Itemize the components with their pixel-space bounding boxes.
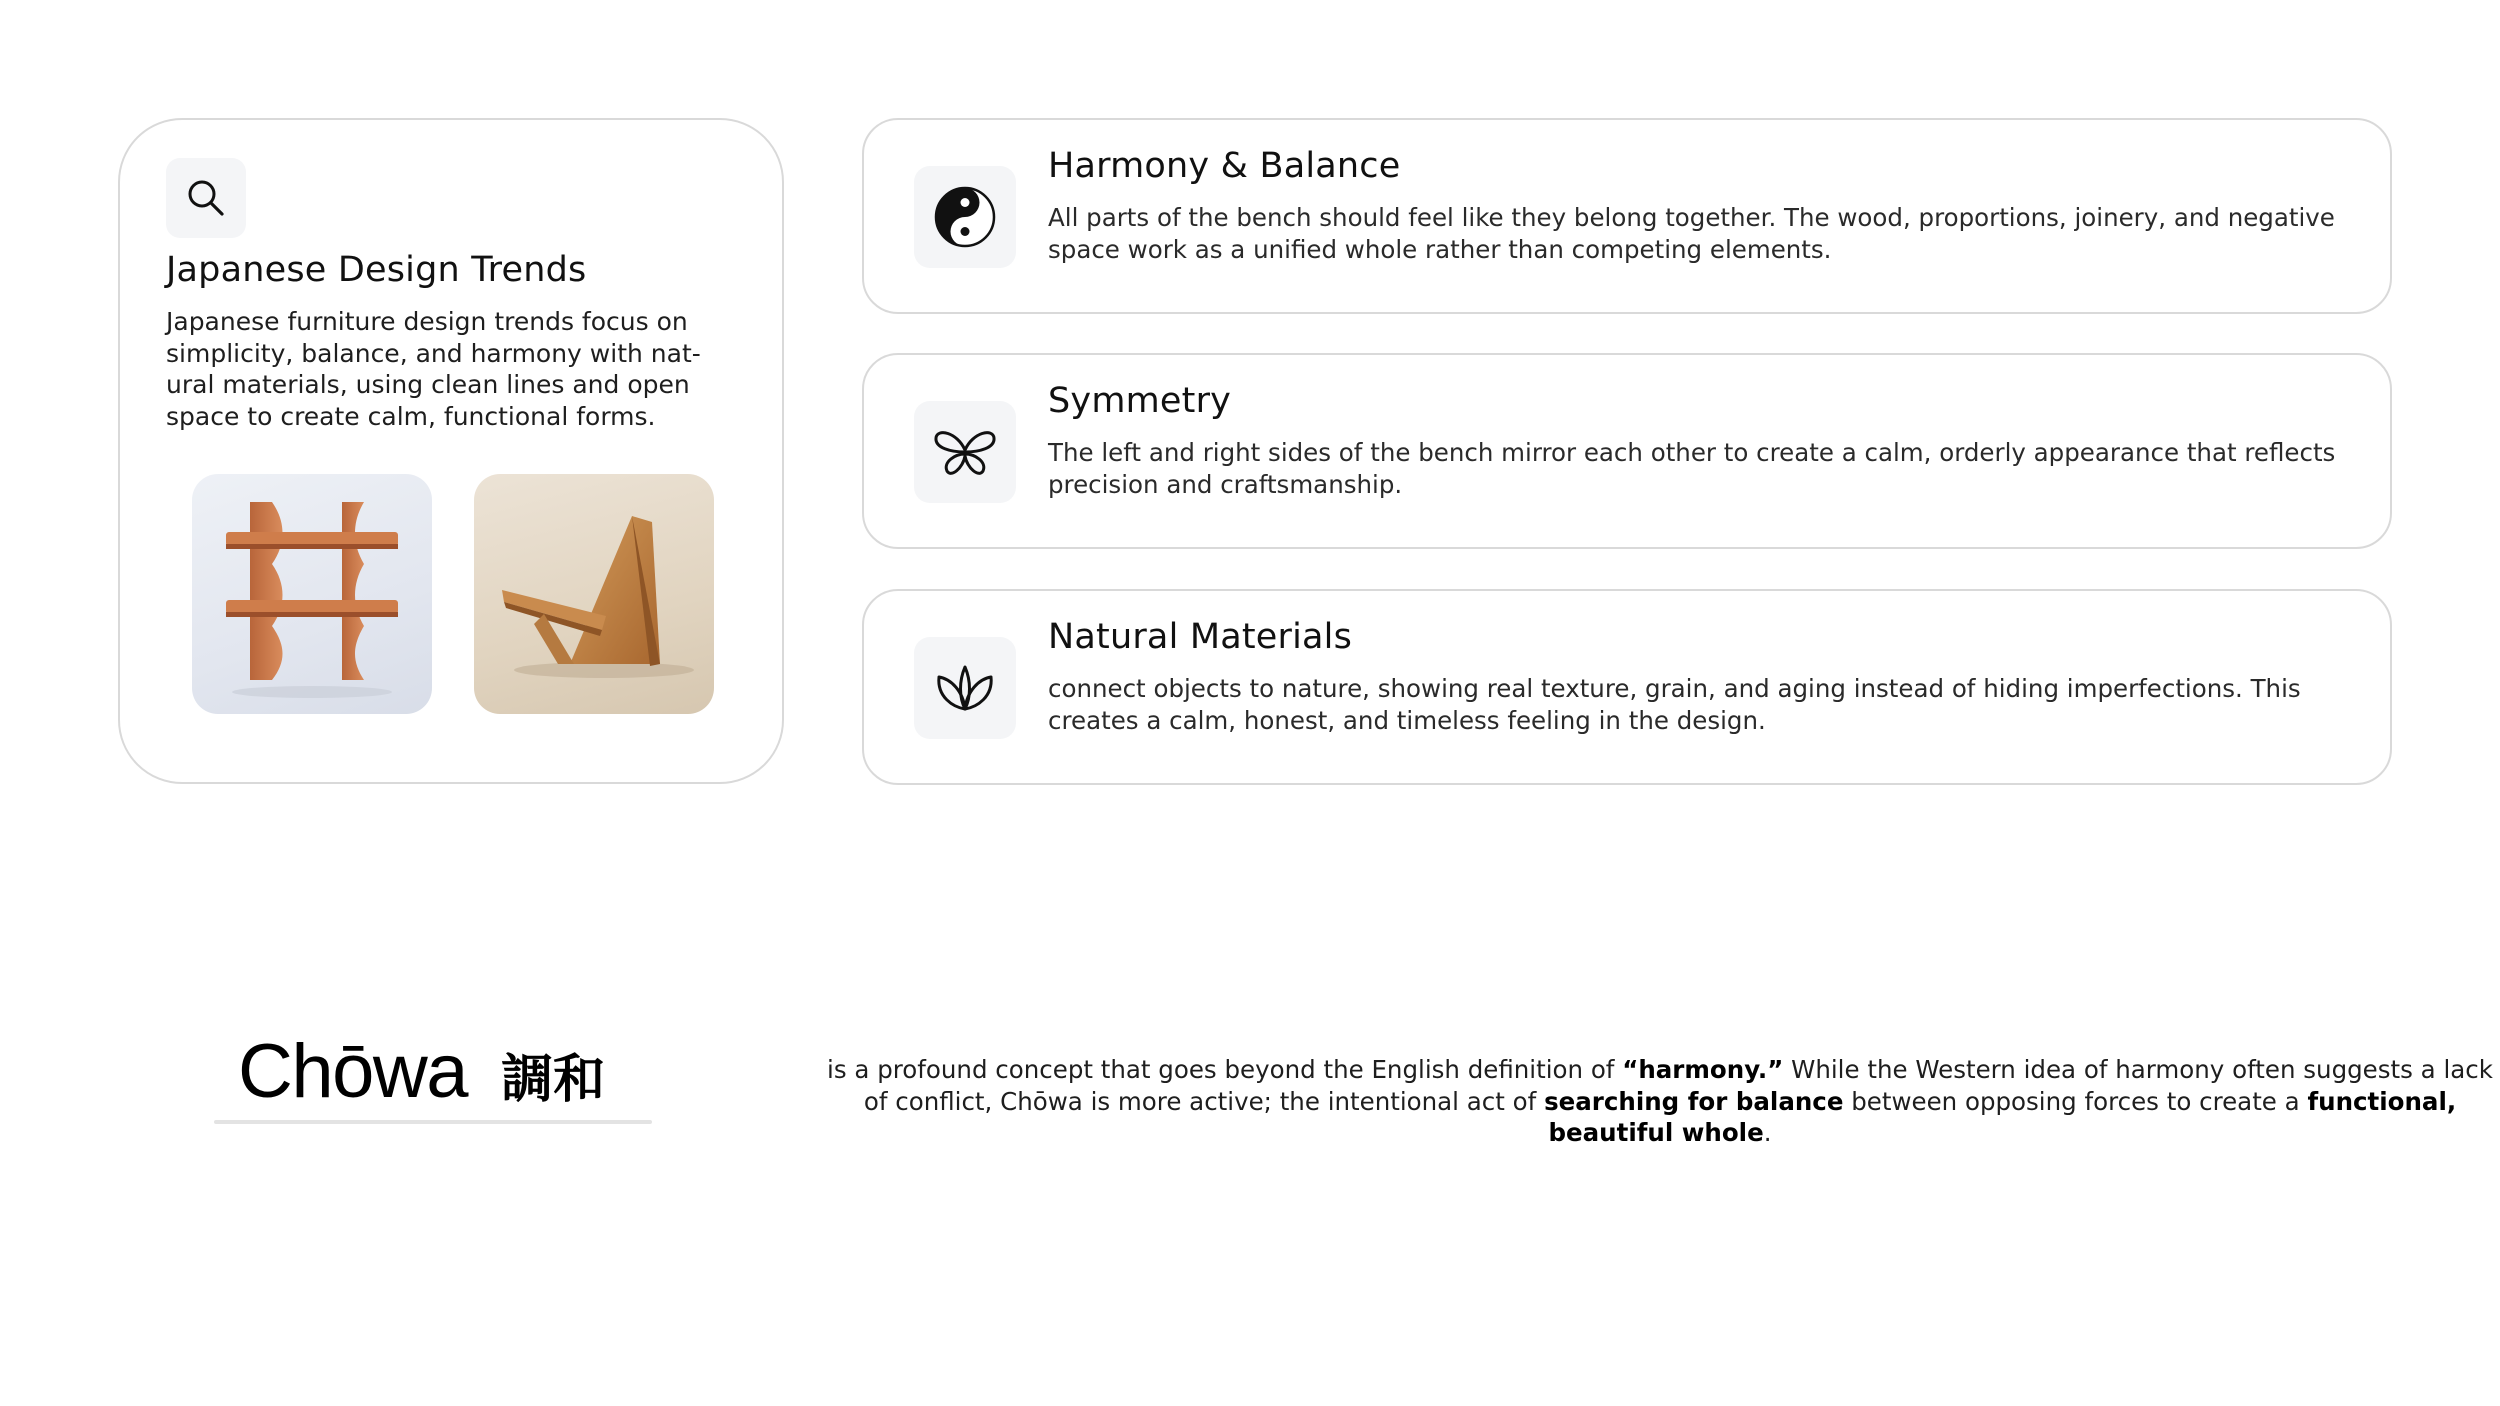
trend-card [118,118,784,784]
feature-description: All parts of the bench should feel like they belong together. The wood, proportions, joinery, and negative space work as a unified whole rather than competing elements. [1048,203,2335,264]
trend-description: Japanese furniture design trends focus on simplicity, balance, and harmony with natural materials, using clean lines and open space to create calm, functional forms. [166,307,701,431]
chowa-text-bold: searching for balance [1544,1086,1844,1116]
chowa-text-bold: “harmony.” [1622,1055,1784,1084]
chowa-underline [214,1120,652,1124]
chowa-word: Chōwa [238,1029,468,1114]
chowa-text-bold: functional, beautiful whole [1548,1086,2457,1147]
feature-card-symmetry [862,353,2392,549]
chowa-text-part: between opposing forces to create a [1843,1086,2308,1116]
feature-card-natural-materials [862,589,2392,785]
leaf-icon [914,637,1016,739]
feature-title: Harmony & Balance [1048,146,1401,186]
search-icon[interactable] [166,158,246,238]
feature-description: connect objects to nature, showing real texture, grain, and aging instead of hiding imperfections. This creates a calm, honest, and timeless feeling in the design. [1048,674,2301,735]
wooden-lounge-chair-photo [474,474,714,714]
chowa-text-part: . [1763,1118,1772,1147]
chowa-text-part: is a profound concept that goes beyond the English definition of [827,1055,1623,1084]
chowa-logo [238,1028,605,1115]
chowa-description [820,1054,2500,1149]
trend-title: Japanese Design Trends [166,250,587,290]
wooden-bench-photo [192,474,432,714]
feature-description: The left and right sides of the bench mirror each other to create a calm, orderly appearance that reflects precision and craftsmanship. [1048,438,2336,499]
butterfly-icon [914,401,1016,503]
feature-title: Symmetry [1048,381,1232,421]
yin-yang-icon [914,166,1016,268]
chowa-kanji: 調和 [501,1050,606,1110]
chowa-text-part: While the Western idea of harmony often suggests a lack of conflict, Chōwa is more active; the intentional act of [863,1055,2493,1116]
feature-title: Natural Materials [1048,617,1353,657]
feature-card-harmony [862,118,2392,314]
